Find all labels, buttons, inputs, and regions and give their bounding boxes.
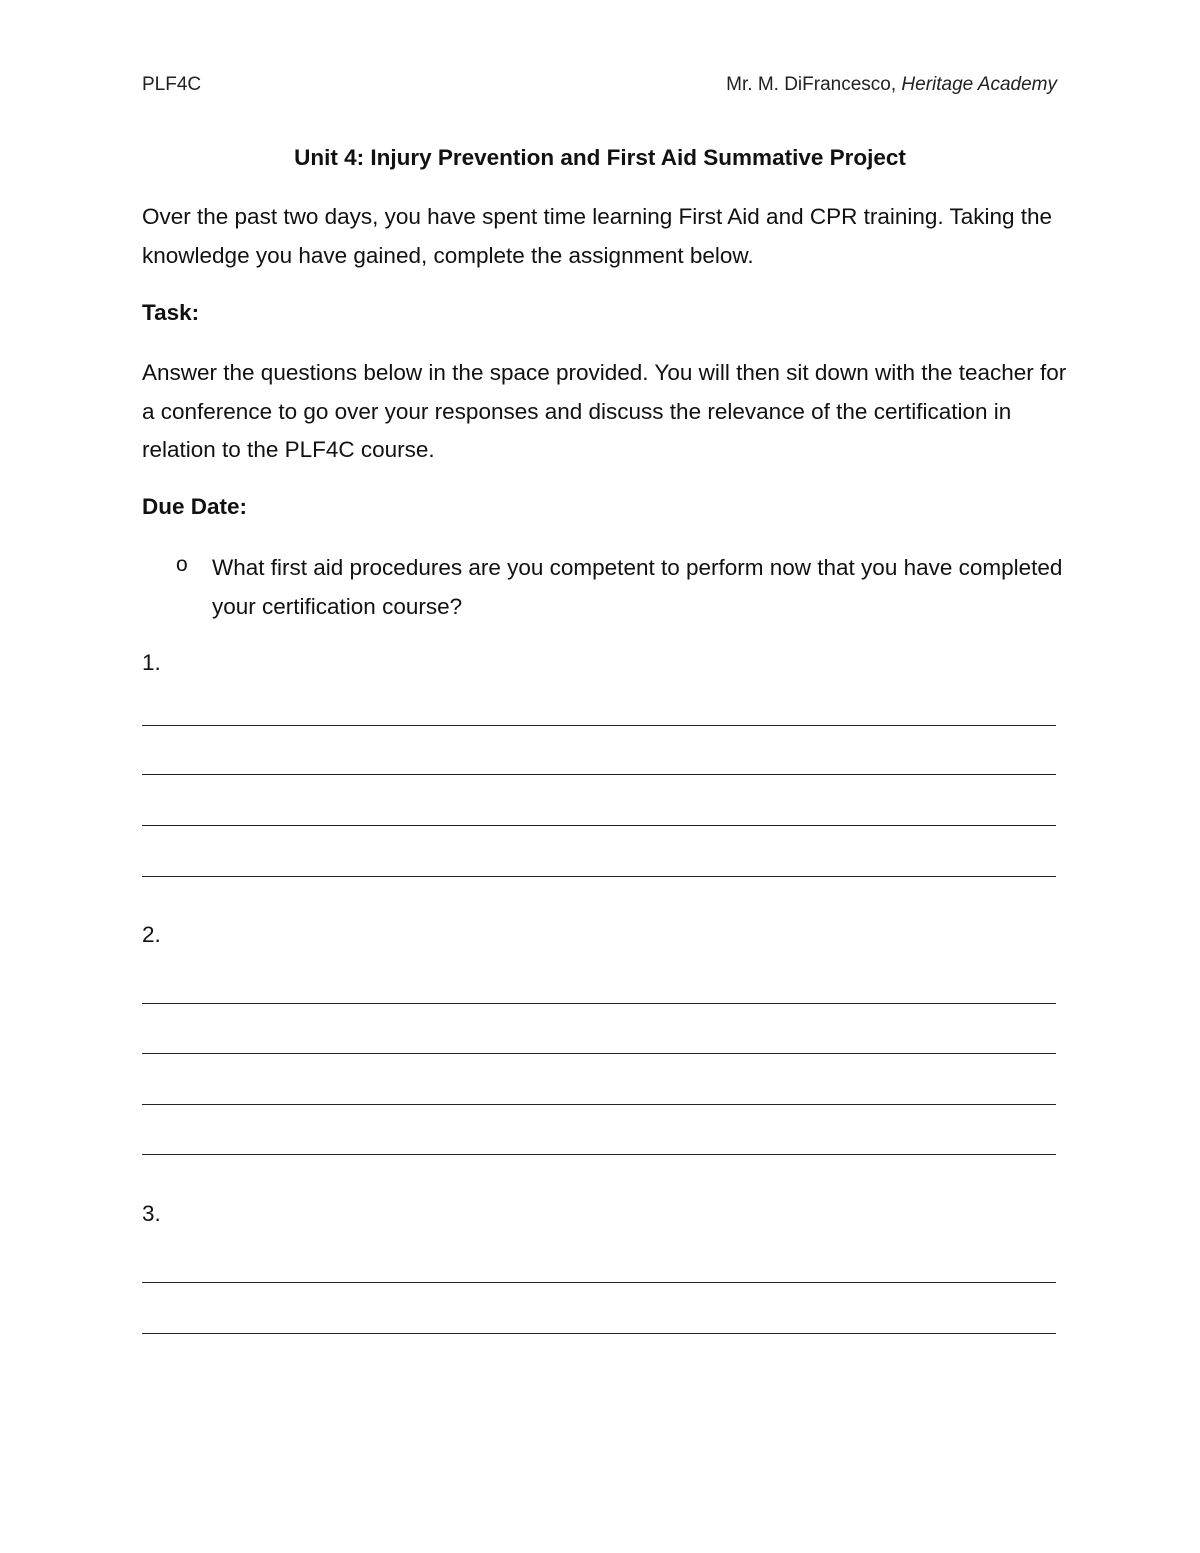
task-label: Task:: [142, 300, 200, 325]
answer-line[interactable]: [142, 1333, 1056, 1334]
answer-line[interactable]: [142, 1154, 1056, 1155]
header-teacher: [726, 74, 1057, 96]
answer-line[interactable]: [142, 725, 1056, 726]
header-school: Heritage Academy: [901, 74, 1057, 95]
answer-line[interactable]: [142, 876, 1056, 877]
header-course-code: PLF4C: [142, 74, 202, 95]
answer-line[interactable]: [142, 1053, 1056, 1054]
due-date-label: Due Date:: [142, 494, 248, 519]
header-teacher-name: Mr. M. DiFrancesco,: [726, 74, 902, 95]
answer-number-3: 3.: [142, 1201, 161, 1226]
task-paragraph: Answer the questions below in the space provided. You will then sit down with the teacher for a conference to go over your responses and discuss the relevance of the certification in relation to the PLF4C course.: [142, 360, 1067, 462]
answer-line[interactable]: [142, 1282, 1056, 1283]
answer-line[interactable]: [142, 774, 1056, 775]
answer-line[interactable]: [142, 1003, 1056, 1004]
question-text: What first aid procedures are you competent to perform now that you have completed your certification course?: [212, 555, 1063, 619]
page-title: Unit 4: Injury Prevention and First Aid Summative Project: [294, 145, 906, 170]
answer-line[interactable]: [142, 825, 1056, 826]
intro-paragraph: Over the past two days, you have spent time learning First Aid and CPR training. Taking the knowledge you have gained, complete the assignment below.: [142, 204, 1053, 268]
answer-line[interactable]: [142, 1104, 1056, 1105]
question-bullet-icon: o: [176, 553, 188, 576]
answer-number-1: 1.: [142, 650, 161, 675]
answer-number-2: 2.: [142, 922, 161, 947]
